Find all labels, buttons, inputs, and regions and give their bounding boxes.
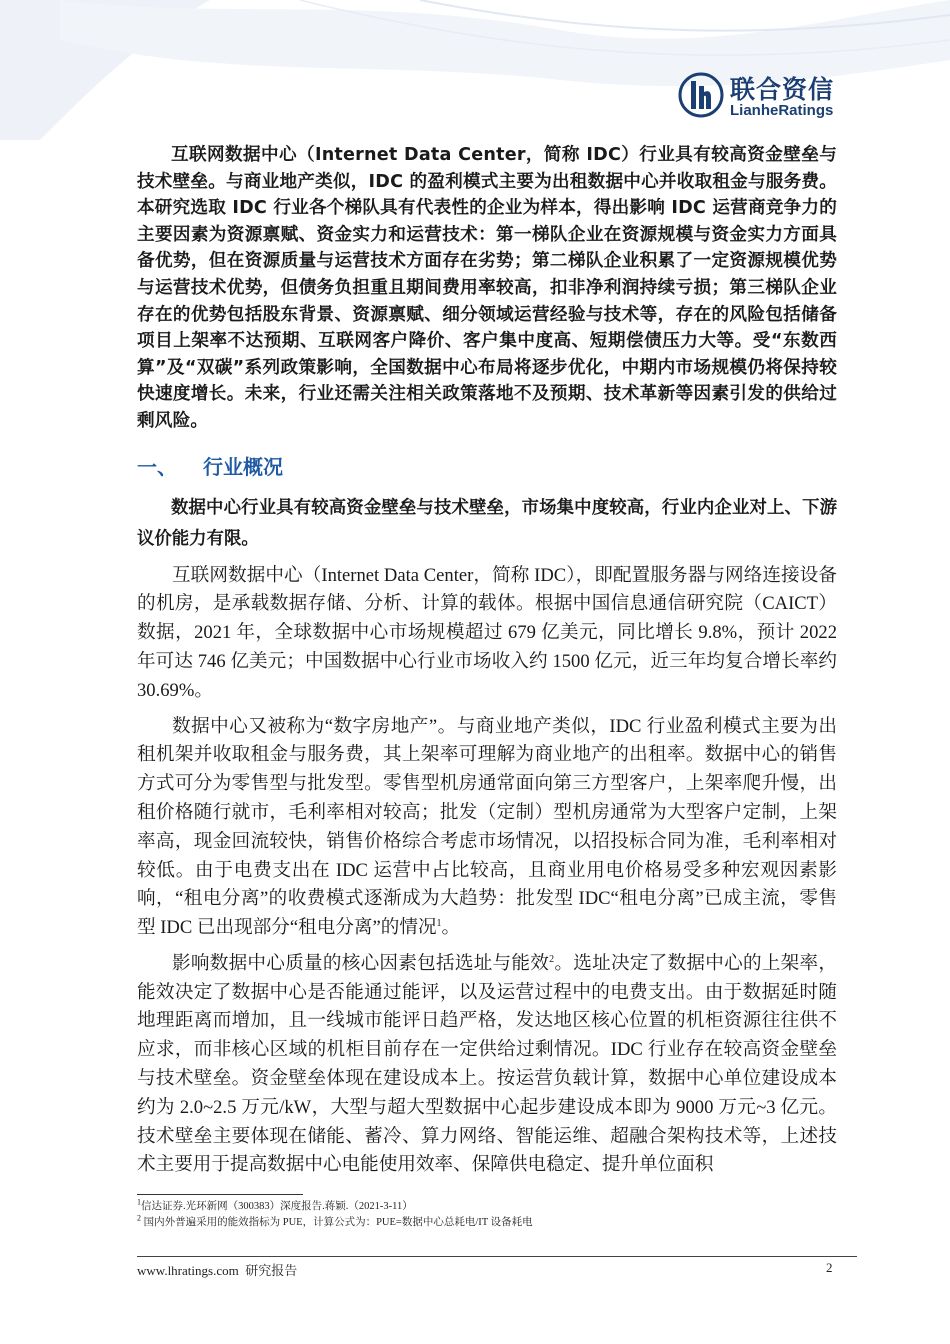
paragraph-text: 数据中心又被称为“数字房地产”。与商业地产类似，IDC 行业盈利模式主要为出租机架并收取租金与服务费，其上架率可理解为商业地产的出租率。数据中心的销售方式可分为零售型与批发型。零售型机房通常面向第三方型客户，上架率爬升慢，出租价格随行就市，毛利率相对较高；批发（定制）型机房通常为大型客户定制，上架率高，现金回流较快，销售价格综合考虑市场情况，以招投标合同为准，毛利率相对较低。由于电费支出在 IDC 运营中占比较高，且商业用电价格易受多种宏观因素影响，“租电分离”的收费模式逐渐成为大趋势：批发型 IDC“租电分离”已成主流，零售型 IDC 已出现部分“租电分离”的情况 [137,715,837,939]
footnote-text: 国内外普遍采用的能效指标为 PUE，计算公式为：PUE=数据中心总耗电/IT 设备耗电 [143,1217,533,1228]
footnote-text: 信达证券.光环新网（300383）深度报告.蒋颖.（2021-3-11） [141,1201,413,1212]
executive-summary: 互联网数据中心（Internet Data Center，简称 IDC）行业具有较高资金壁垒与技术壁垒。与商业地产类似，IDC 的盈利模式主要为出租数据中心并收取租金与服务费。本研究选取 IDC 行业各个梯队具有代表性的企业为样本，得出影响 IDC 运营商竞争力的主要因素为资源禀赋、资金实力和运营技术：第一梯队企业在资源规模与资金实力方面具备优势，但在资源质量与运营技术方面存在劣势；第二梯队企业积累了一定资源规模优势与运营技术优势，但债务负担重且期间费用率较高，扣非净利润持续亏损；第三梯队企业存在的优势包括股东背景、资源禀赋、细分领域运营经验与技术等，存在的风险包括储备项目上架率不达预期、互联网客户降价、客户集中度高、短期偿债压力大等。受“东数西算”及“双碳”系列政策影响，全国数据中心布局将逐步优化，中期内市场规模仍将保持较快速度增长。未来，行业还需关注相关政策落地不及预期、技术革新等因素引发的供给过剩风险。 [137,145,837,431]
footnote-item [137,1199,837,1215]
footnote-divider [137,1194,303,1195]
body-paragraph [137,562,837,706]
section-lead: 数据中心行业具有较高资金壁垒与技术壁垒，市场集中度较高，行业内企业对上、下游议价能力有限。 [137,497,837,549]
section-number: 一、 [137,454,177,479]
page-footer [137,1260,297,1279]
footer-site-link[interactable]: www.lhratings.com [137,1263,239,1278]
body-paragraph [137,950,837,1180]
brand-name-en: LianheRatings [730,102,834,119]
paragraph-tail: 。 [441,917,461,939]
footer-label: 研究报告 [245,1263,298,1278]
page-number: 2 [826,1260,833,1275]
paragraph-tail: 。选址决定了数据中心的上架率，能效决定了数据中心是否能通过能评，以及运营过程中的电费支出。由于数据延时随地理距离而增加，且一线城市能评日趋严格，发达地区核心位置的机柜资源往往供不应求，而非核心区域的机柜目前存在一定供给过剩情况。IDC 行业存在较高资金壁垒与技术壁垒。资金壁垒体现在建设成本上。按运营负载计算，数据中心单位建设成本约为 2.0~2.5 万元/kW，大型与超大型数据中心起步建设成本即为 9000 万元~3 亿元。技术壁垒主要体现在储能、蓄冷、算力网络、智能运维、超融合架构技术等，上述技术主要用于提高数据中心电能使用效率、保障供电稳定、提升单位面积 [137,952,837,1176]
paragraph-text: 互联网数据中心（Internet Data Center，简称 IDC），即配置服务器与网络连接设备的机房，是承载数据存储、分析、计算的载体。根据中国信息通信研究院（CAICT）数据，2021 年，全球数据中心市场规模超过 679 亿美元，同比增长 9.8%，预计 2022 年可达 746 亿美元；中国数据中心行业市场收入约 1500 亿元，近三年均复合增长率约 30.69%。 [137,564,837,701]
footnote-item [137,1215,837,1231]
section-title: 行业概况 [203,454,283,479]
footnote-ref[interactable]: 1 [436,917,442,929]
body-paragraph [137,713,837,943]
footnote-ref[interactable]: 2 [549,953,555,965]
section-heading [137,447,837,487]
document-body [137,142,837,1180]
brand-logo [678,68,878,124]
footnote-mark: 1 [137,1197,141,1207]
footnote-mark: 2 [137,1213,141,1223]
footnotes [137,1199,837,1231]
paragraph-text: 影响数据中心质量的核心因素包括选址与能效 [172,952,550,974]
lianhe-logo-icon [678,72,724,118]
brand-name-cn: 联合资信 [730,75,835,104]
footer-divider [137,1256,857,1257]
